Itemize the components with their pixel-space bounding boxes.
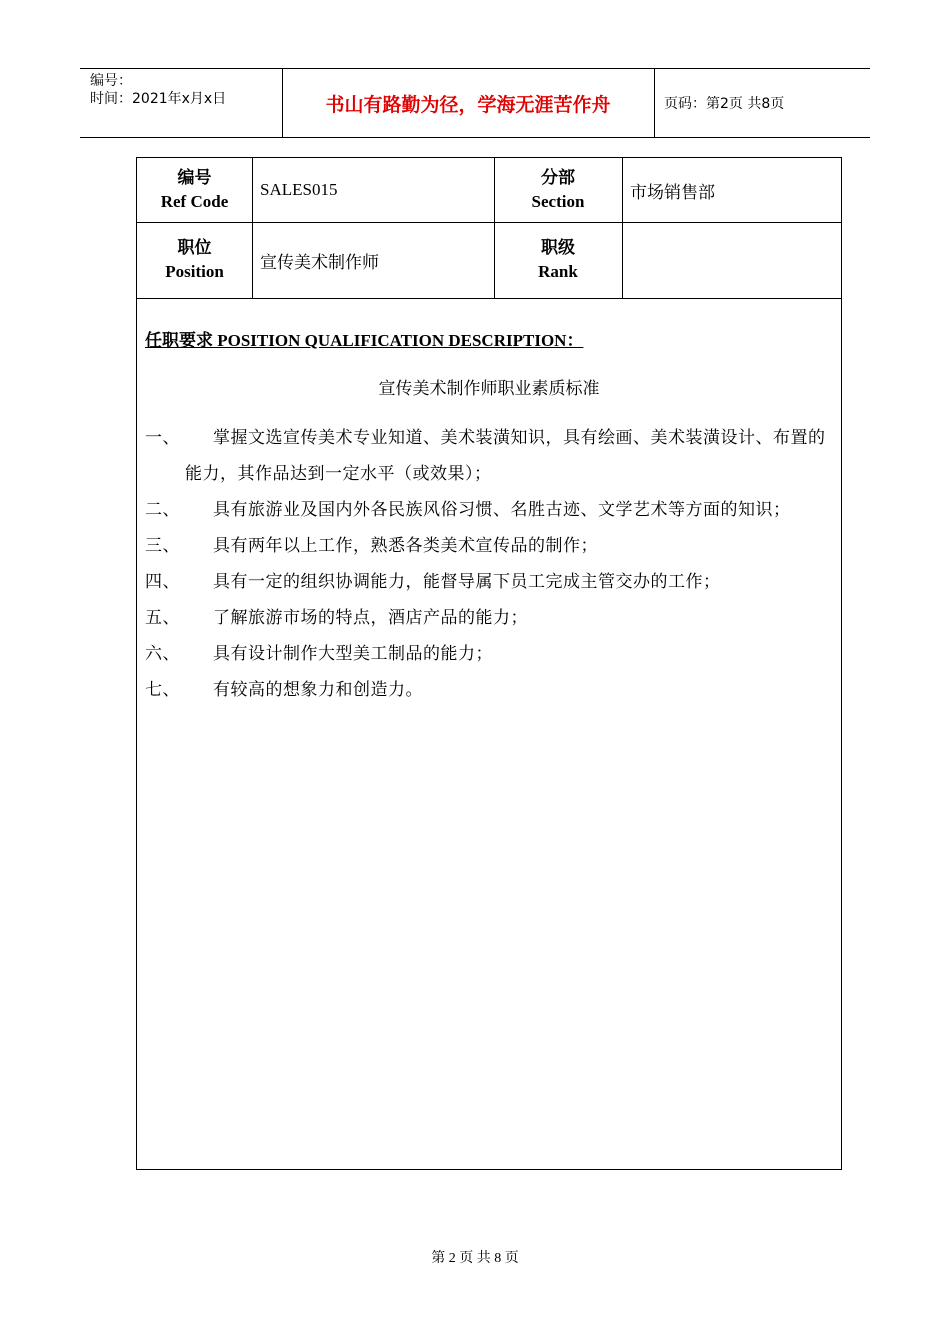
list-item-text: 掌握文选宣传美术专业知道、美术装潢知识，具有绘画、美术装潢设计、布置的能力，其作品达到一定水平（或效果）； [185, 428, 826, 484]
list-item-number: 四、 [145, 572, 180, 592]
header-motto: 书山有路勤为径，学海无涯苦作舟 [325, 93, 611, 116]
list-item-text: 具有一定的组织协调能力，能督导属下员工完成主管交办的工作； [213, 572, 721, 592]
rank-label-en: Rank [538, 262, 578, 281]
list-item-number: 五、 [145, 608, 180, 628]
form-grid-line [137, 298, 841, 299]
list-item [145, 420, 835, 492]
list-item-number: 七、 [145, 680, 180, 700]
ref-code-label [137, 158, 252, 222]
standard-title-position: 宣传美术制作师 [378, 379, 498, 399]
list-item-text: 具有设计制作大型美工制品的能力； [213, 644, 493, 664]
header-divider [654, 69, 655, 137]
section-label [494, 158, 622, 222]
section-label-cn: 分部 [541, 168, 575, 188]
list-item [145, 528, 835, 564]
list-item [145, 564, 835, 600]
rank-value-cell [622, 222, 841, 298]
list-item-text: 有较高的想象力和创造力。 [213, 680, 423, 700]
header-number-label: 编号： [90, 73, 132, 89]
list-item-text: 了解旅游市场的特点，酒店产品的能力； [213, 608, 528, 628]
header-meta [90, 72, 226, 108]
section-value-cell [622, 158, 841, 222]
ref-code-value: SALES015 [260, 180, 338, 199]
section-value: 市场销售部 [630, 182, 715, 203]
ref-code-label-cn: 编号 [177, 168, 212, 188]
page-footer: 第 2 页 共 8 页 [431, 1251, 519, 1266]
requirements-list [145, 420, 835, 708]
list-item-number: 三、 [145, 536, 180, 556]
position-value-cell [252, 222, 494, 298]
list-item [145, 636, 835, 672]
list-item [145, 600, 835, 636]
standard-title [137, 374, 841, 399]
list-item [145, 672, 835, 708]
list-item-text: 具有两年以上工作，熟悉各类美术宣传品的制作； [213, 536, 598, 556]
position-label [137, 222, 252, 298]
position-label-en: Position [165, 262, 224, 281]
list-item-text: 具有旅游业及国内外各民族风俗习惯、名胜古迹、文学艺术等方面的知识； [213, 500, 791, 520]
section-label-en: Section [531, 192, 585, 211]
list-item-number: 一、 [145, 428, 180, 448]
ref-code-label-en: Ref Code [160, 192, 229, 211]
ref-code-value-cell [252, 158, 494, 222]
header-page-info: 页码：第2页 共8页 [664, 96, 785, 112]
list-item-number: 二、 [145, 500, 180, 520]
header-time-label: 时间：2021年x月x日 [90, 91, 227, 107]
rank-label-cn: 职级 [541, 238, 575, 258]
list-item [145, 492, 835, 528]
page-header [80, 68, 870, 138]
list-item-number: 六、 [145, 644, 180, 664]
qualification-heading: 任职要求 POSITION QUALIFICATION DESCRIPTION： [145, 331, 584, 350]
position-label-cn: 职位 [177, 238, 212, 258]
rank-label [494, 222, 622, 298]
position-form [136, 157, 842, 1170]
position-value: 宣传美术制作师 [260, 252, 379, 273]
standard-title-suffix: 职业素质标准 [497, 379, 600, 399]
